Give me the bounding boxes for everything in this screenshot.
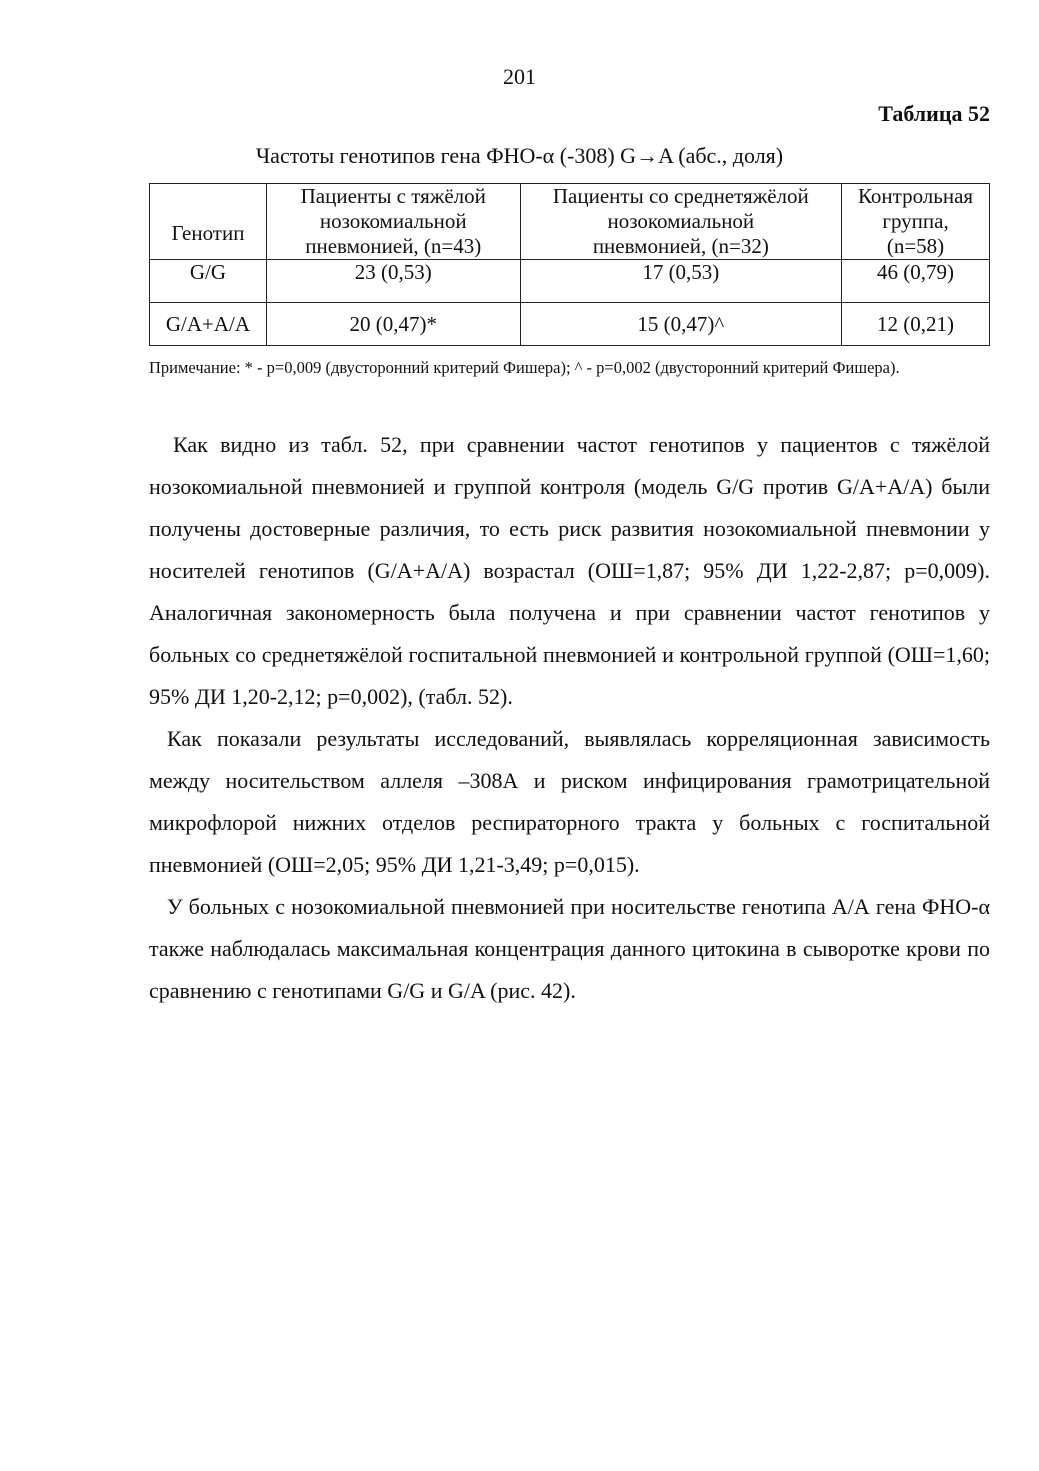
header-moderate-line: Пациенты со среднетяжёлой <box>552 184 809 208</box>
cell-control: 46 (0,79) <box>842 260 990 303</box>
header-control-line: группа, <box>882 209 949 233</box>
table-note: Примечание: * - p=0,009 (двусторонний критерий Фишера); ^ - p=0,002 (двусторонний критерий Фишера). <box>149 358 900 377</box>
header-moderate-line: нозокомиальной <box>607 209 755 233</box>
header-moderate-line: пневмонией, (n=32) <box>592 234 769 258</box>
table-title: Частоты генотипов гена ФНО-α (-308) G→A (абс., доля) <box>255 143 784 168</box>
genotype-frequency-table <box>149 183 990 346</box>
table-row <box>150 303 990 346</box>
header-control-line: Контрольная <box>857 184 974 208</box>
header-severe <box>266 184 520 260</box>
paragraph: Как показали результаты исследований, выявлялась корреляционная зависимость между носительством аллеля –308А и риском инфицирования грамотрицательной микрофлорой нижних отделов респираторного тракта у больных с госпитальной пневмонией (ОШ=2,05; 95% ДИ 1,21-3,49; p=0,015). <box>149 726 990 877</box>
body-text <box>149 424 990 1012</box>
paragraph: Как видно из табл. 52, при сравнении частот генотипов у пациентов с тяжёлой нозокомиальной пневмонией и группой контроля (модель G/G против G/A+A/A) были получены достоверные различия, то есть риск развития нозокомиальной пневмонии у носителей генотипов (G/A+A/A) возрастал (ОШ=1,87; 95% ДИ 1,22-2,87; p=0,009). Аналогичная закономерность была получена и при сравнении частот генотипов у больных со среднетяжёлой госпитальной пневмонией и контрольной группой (ОШ=1,60; 95% ДИ 1,20-2,12; p=0,002), (табл. 52). <box>149 432 990 709</box>
header-moderate <box>520 184 841 260</box>
table-label: Таблица 52 <box>878 101 990 126</box>
cell-severe: 23 (0,53) <box>266 260 520 303</box>
header-severe-line: нозокомиальной <box>319 209 467 233</box>
cell-genotype: G/G <box>150 260 267 303</box>
header-control <box>842 184 990 260</box>
header-severe-line: Пациенты с тяжёлой <box>300 184 486 208</box>
header-control-line: (n=58) <box>886 234 945 258</box>
cell-control: 12 (0,21) <box>842 303 990 346</box>
cell-moderate: 17 (0,53) <box>520 260 841 303</box>
cell-severe: 20 (0,47)* <box>266 303 520 346</box>
header-genotype <box>150 184 267 260</box>
paragraph: У больных с нозокомиальной пневмонией при носительстве генотипа А/А гена ФНО-α также наблюдалась максимальная концентрация данного цитокина в сыворотке крови по сравнению с генотипами G/G и G/A (рис. 42). <box>149 894 990 1003</box>
page-number: 201 <box>503 64 536 89</box>
cell-moderate: 15 (0,47)^ <box>520 303 841 346</box>
table-row <box>150 260 990 303</box>
header-severe-line: пневмонией, (n=43) <box>305 234 482 258</box>
cell-genotype: G/A+A/A <box>150 303 267 346</box>
table-header-row <box>150 184 990 260</box>
header-genotype-label: Генотип <box>171 221 245 245</box>
